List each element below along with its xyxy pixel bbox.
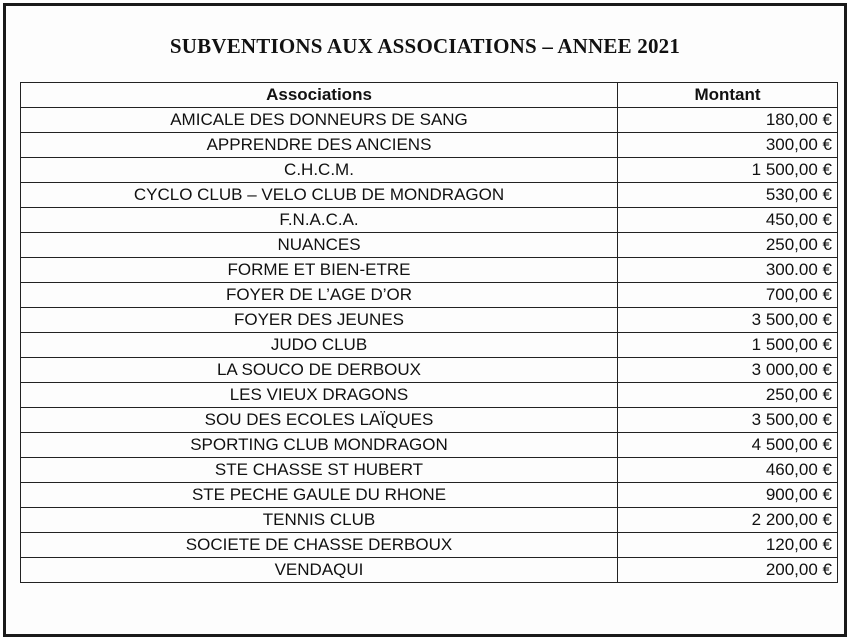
association-name: JUDO CLUB [21,333,618,358]
table-row [21,333,838,358]
grant-amount: 450,00 € [618,208,838,233]
grant-amount: 3 000,00 € [618,358,838,383]
table-row [21,258,838,283]
document-frame [3,3,847,637]
association-name: SPORTING CLUB MONDRAGON [21,433,618,458]
association-name: APPRENDRE DES ANCIENS [21,133,618,158]
grant-amount: 460,00 € [618,458,838,483]
grant-amount: 900,00 € [618,483,838,508]
association-name: AMICALE DES DONNEURS DE SANG [21,108,618,133]
table-row [21,233,838,258]
table-row [21,508,838,533]
grant-amount: 700,00 € [618,283,838,308]
grants-table [20,82,838,583]
table-row [21,183,838,208]
association-name: F.N.A.C.A. [21,208,618,233]
table-row [21,408,838,433]
association-name: LA SOUCO DE DERBOUX [21,358,618,383]
grant-amount: 4 500,00 € [618,433,838,458]
table-row [21,383,838,408]
association-name: TENNIS CLUB [21,508,618,533]
table-row [21,283,838,308]
grant-amount: 250,00 € [618,383,838,408]
association-name: FORME ET BIEN-ETRE [21,258,618,283]
column-header-associations: Associations [21,83,618,108]
grant-amount: 2 200,00 € [618,508,838,533]
table-row [21,533,838,558]
association-name: SOU DES ECOLES LAÏQUES [21,408,618,433]
grant-amount: 200,00 € [618,558,838,583]
association-name: STE PECHE GAULE DU RHONE [21,483,618,508]
table-body [21,108,838,583]
column-header-amount: Montant [618,83,838,108]
table-row [21,108,838,133]
table-row [21,458,838,483]
table-row [21,133,838,158]
association-name: VENDAQUI [21,558,618,583]
association-name: C.H.C.M. [21,158,618,183]
grant-amount: 180,00 € [618,108,838,133]
association-name: LES VIEUX DRAGONS [21,383,618,408]
association-name: FOYER DES JEUNES [21,308,618,333]
association-name: SOCIETE DE CHASSE DERBOUX [21,533,618,558]
association-name: STE CHASSE ST HUBERT [21,458,618,483]
grant-amount: 300.00 € [618,258,838,283]
grant-amount: 530,00 € [618,183,838,208]
table-row [21,158,838,183]
association-name: NUANCES [21,233,618,258]
association-name: FOYER DE L’AGE D’OR [21,283,618,308]
grant-amount: 3 500,00 € [618,308,838,333]
table-row [21,308,838,333]
table-row [21,558,838,583]
grant-amount: 1 500,00 € [618,333,838,358]
document-title: SUBVENTIONS AUX ASSOCIATIONS – ANNEE 2021 [169,34,681,58]
grant-amount: 120,00 € [618,533,838,558]
table-header-row [21,83,838,108]
grant-amount: 300,00 € [618,133,838,158]
table-row [21,208,838,233]
table-row [21,358,838,383]
grant-amount: 1 500,00 € [618,158,838,183]
association-name: CYCLO CLUB – VELO CLUB DE MONDRAGON [21,183,618,208]
grant-amount: 3 500,00 € [618,408,838,433]
table-row [21,483,838,508]
table-row [21,433,838,458]
grant-amount: 250,00 € [618,233,838,258]
